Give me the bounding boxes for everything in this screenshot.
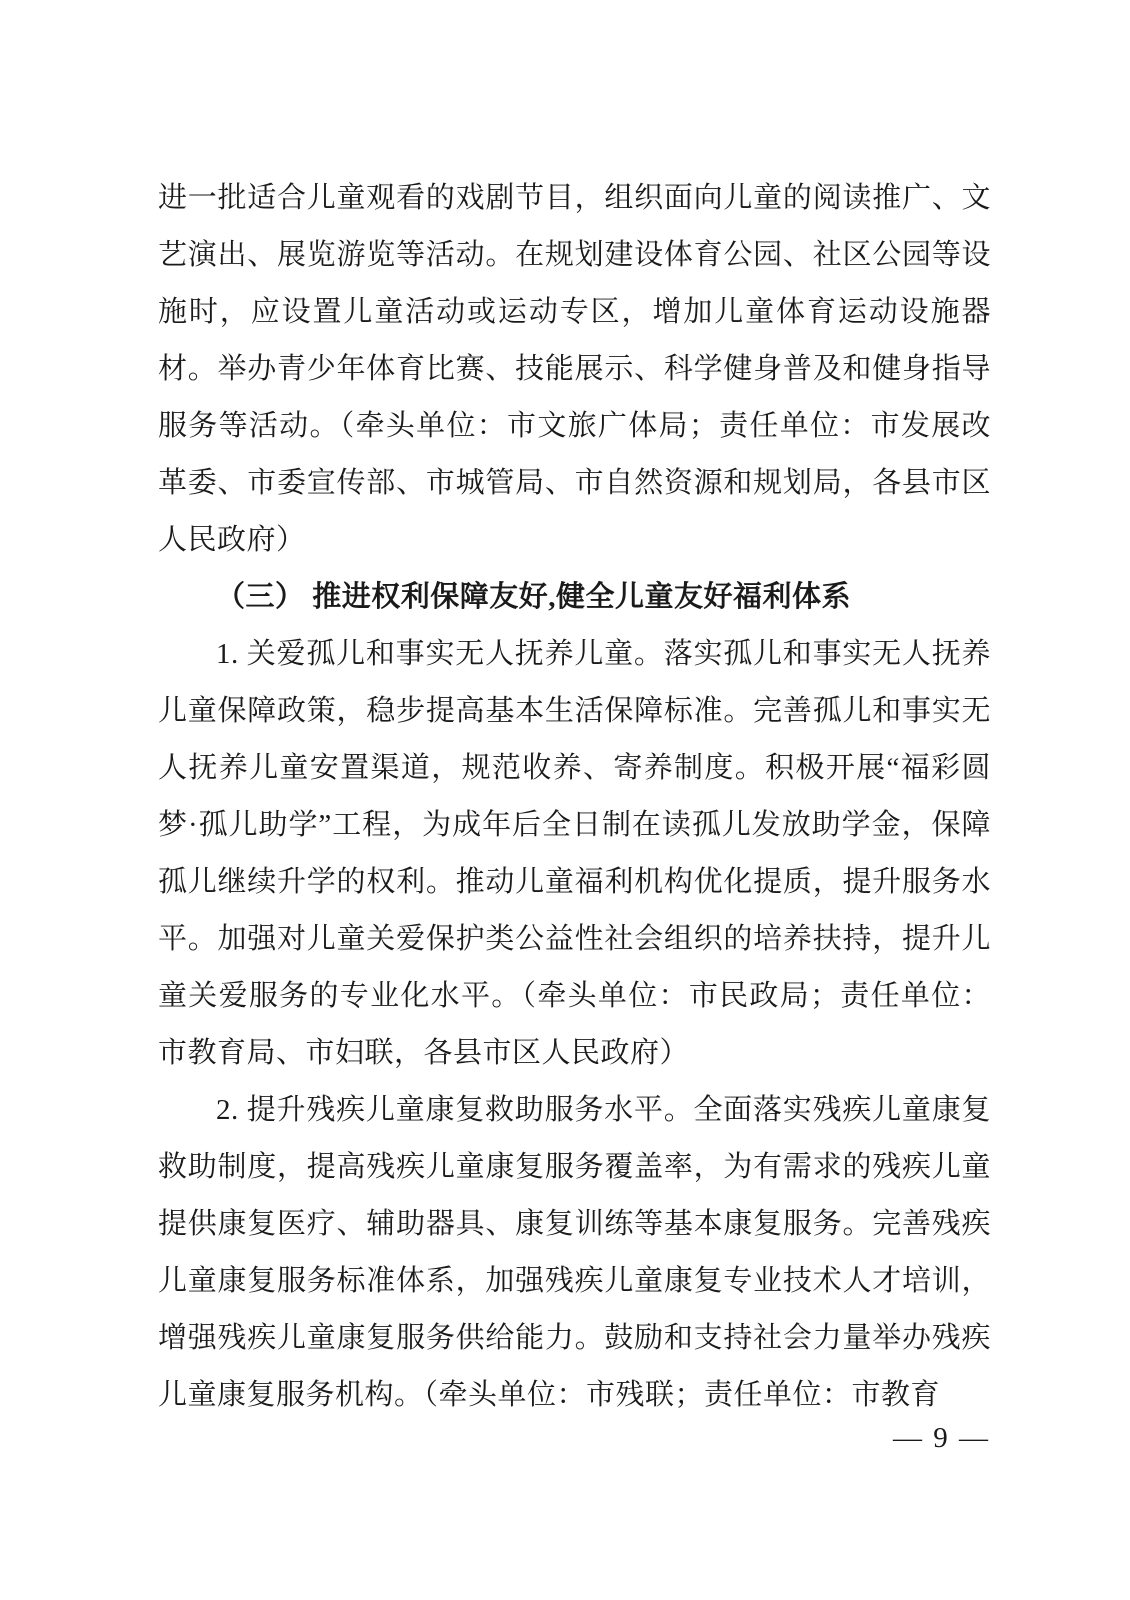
page-footer (893, 1418, 990, 1458)
section-heading: （三） 推进权利保障友好,健全儿童友好福利体系 (216, 581, 852, 613)
document-body (158, 170, 991, 1424)
paragraph-continuation: 进一批适合儿童观看的戏剧节目，组织面向儿童的阅读推广、文艺演出、展览游览等活动。在规划建设体育公园、社区公园等设施时，应设置儿童活动或运动专区，增加儿童体育运动设施器材。举办青少年体育比赛、技能展示、科学健身普及和健身指导服务等活动。（牵头单位：市文旅广体局；责任单位：市发展改革委、市委宣传部、市城管局、市自然资源和规划局，各县市区人民政府） (158, 182, 991, 556)
paragraph-item-2: 2. 提升残疾儿童康复救助服务水平。全面落实残疾儿童康复救助制度，提高残疾儿童康复服务覆盖率，为有需求的残疾儿童提供康复医疗、辅助器具、康复训练等基本康复服务。完善残疾儿童康复服务标准体系，加强残疾儿童康复专业技术人才培训，增强残疾儿童康复服务供给能力。鼓励和支持社会力量举办残疾儿童康复服务机构。（牵头单位：市残联；责任单位：市教育 (158, 1094, 991, 1411)
paragraph-item-1: 1. 关爱孤儿和事实无人抚养儿童。落实孤儿和事实无人抚养儿童保障政策，稳步提高基本生活保障标准。完善孤儿和事实无人抚养儿童安置渠道，规范收养、寄养制度。积极开展“福彩圆梦·孤儿助学”工程，为成年后全日制在读孤儿发放助学金，保障孤儿继续升学的权利。推动儿童福利机构优化提质，提升服务水平。加强对儿童关爱保护类公益性社会组织的培养扶持，提升儿童关爱服务的专业化水平。（牵头单位：市民政局；责任单位：市教育局、市妇联，各县市区人民政府） (158, 638, 991, 1069)
page-number: — 9 — (893, 1422, 990, 1454)
